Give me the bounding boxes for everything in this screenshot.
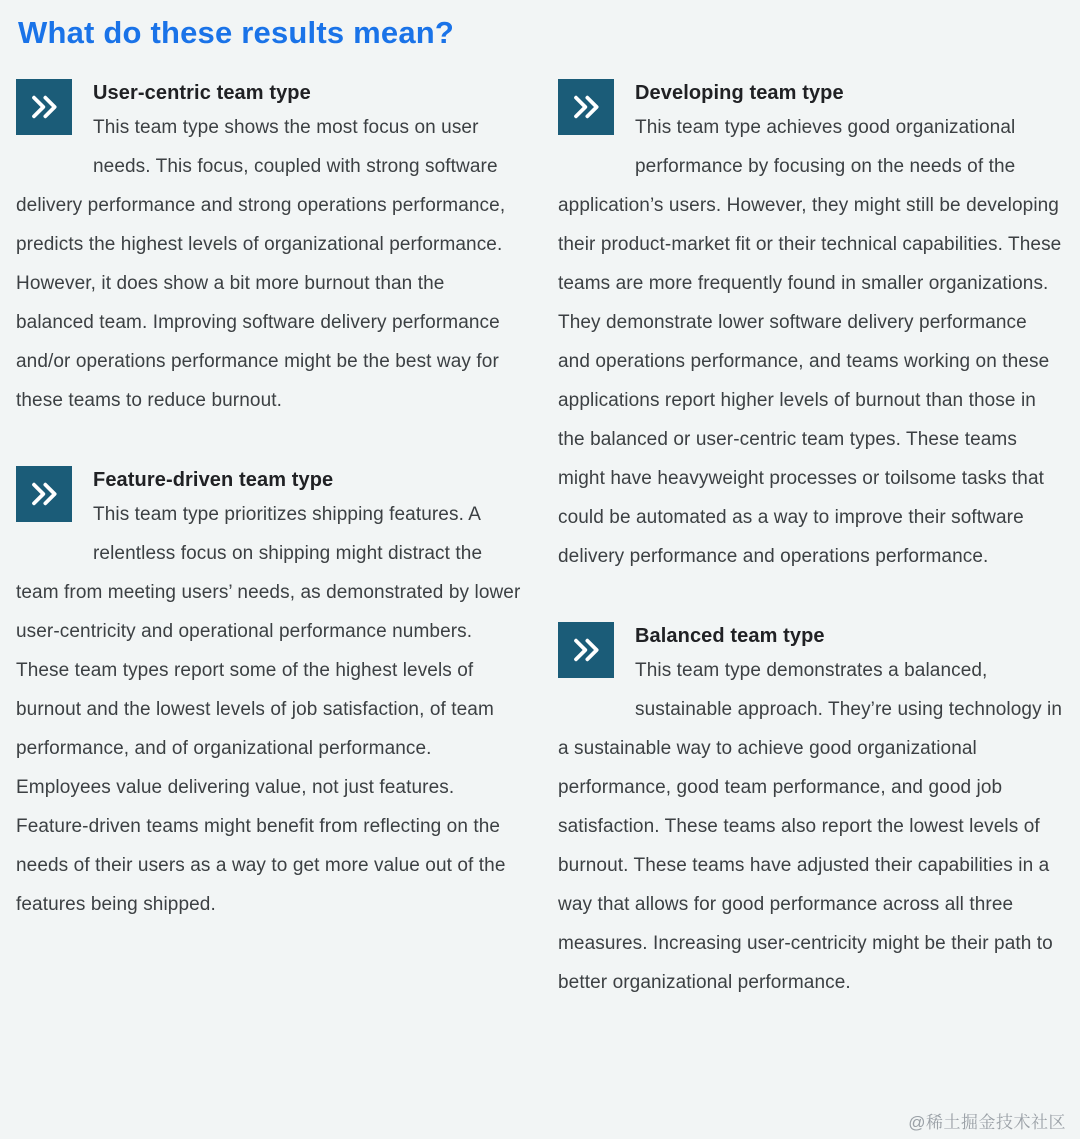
section-body: This team type prioritizes shipping features. A relentless focus on shipping might distract the team from meeting users’ needs, as demonstrated by lower user-centricity and operational performance numbers. These team types report some of the highest levels of burnout and the lowest levels of job satisfaction, of team performance, and of organizational performance. Employees value delivering value, not just features. Feature-driven teams might benefit from reflecting on the needs of their users as a way to get more value out of the features being shipped. — [16, 504, 521, 916]
watermark: @稀土掘金技术社区 — [908, 1113, 1066, 1132]
section-body: This team type demonstrates a balanced, sustainable approach. They’re using technology in a sustainable way to achieve good organizational performance, good team performance, and good job satisfaction. These teams also report the lowest levels of burnout. These teams have adjusted their capabilities in a way that allows for good performance across all three measures. Increasing user-centricity might be their path to better organizational performance. — [558, 660, 1063, 994]
section-title: User-centric team type — [93, 82, 311, 105]
section-balanced-team-type — [558, 620, 1064, 1002]
section-title: Balanced team type — [635, 625, 825, 648]
double-chevron-right-icon — [16, 79, 72, 135]
page-title: What do these results mean? — [18, 15, 455, 50]
section-body: This team type shows the most focus on user needs. This focus, coupled with strong software delivery performance and strong operations performance, predicts the highest levels of organizational performance. However, it does show a bit more burnout than the balanced team. Improving software delivery performance and/or operations performance might be the best way for these teams to reduce burnout. — [16, 117, 506, 412]
double-chevron-right-icon — [558, 622, 614, 678]
section-user-centric-team-type — [16, 77, 522, 420]
section-title: Developing team type — [635, 82, 844, 105]
right-column — [558, 77, 1064, 1046]
two-column-layout — [16, 77, 1064, 1046]
section-developing-team-type — [558, 77, 1064, 576]
section-feature-driven-team-type — [16, 464, 522, 924]
double-chevron-right-icon — [16, 466, 72, 522]
section-body: This team type achieves good organizational performance by focusing on the needs of the application’s users. However, they might still be developing their product-market fit or their technical capabilities. These teams are more frequently found in smaller organizations. They demonstrate lower software delivery performance and operations performance, and teams working on these applications report higher levels of burnout than those in the balanced or user-centric team types. These teams might have heavyweight processes or toilsome tasks that could be automated as a way to improve their software delivery performance and operations performance. — [558, 117, 1062, 568]
section-title: Feature-driven team type — [93, 469, 334, 492]
double-chevron-right-icon — [558, 79, 614, 135]
left-column — [16, 77, 522, 968]
